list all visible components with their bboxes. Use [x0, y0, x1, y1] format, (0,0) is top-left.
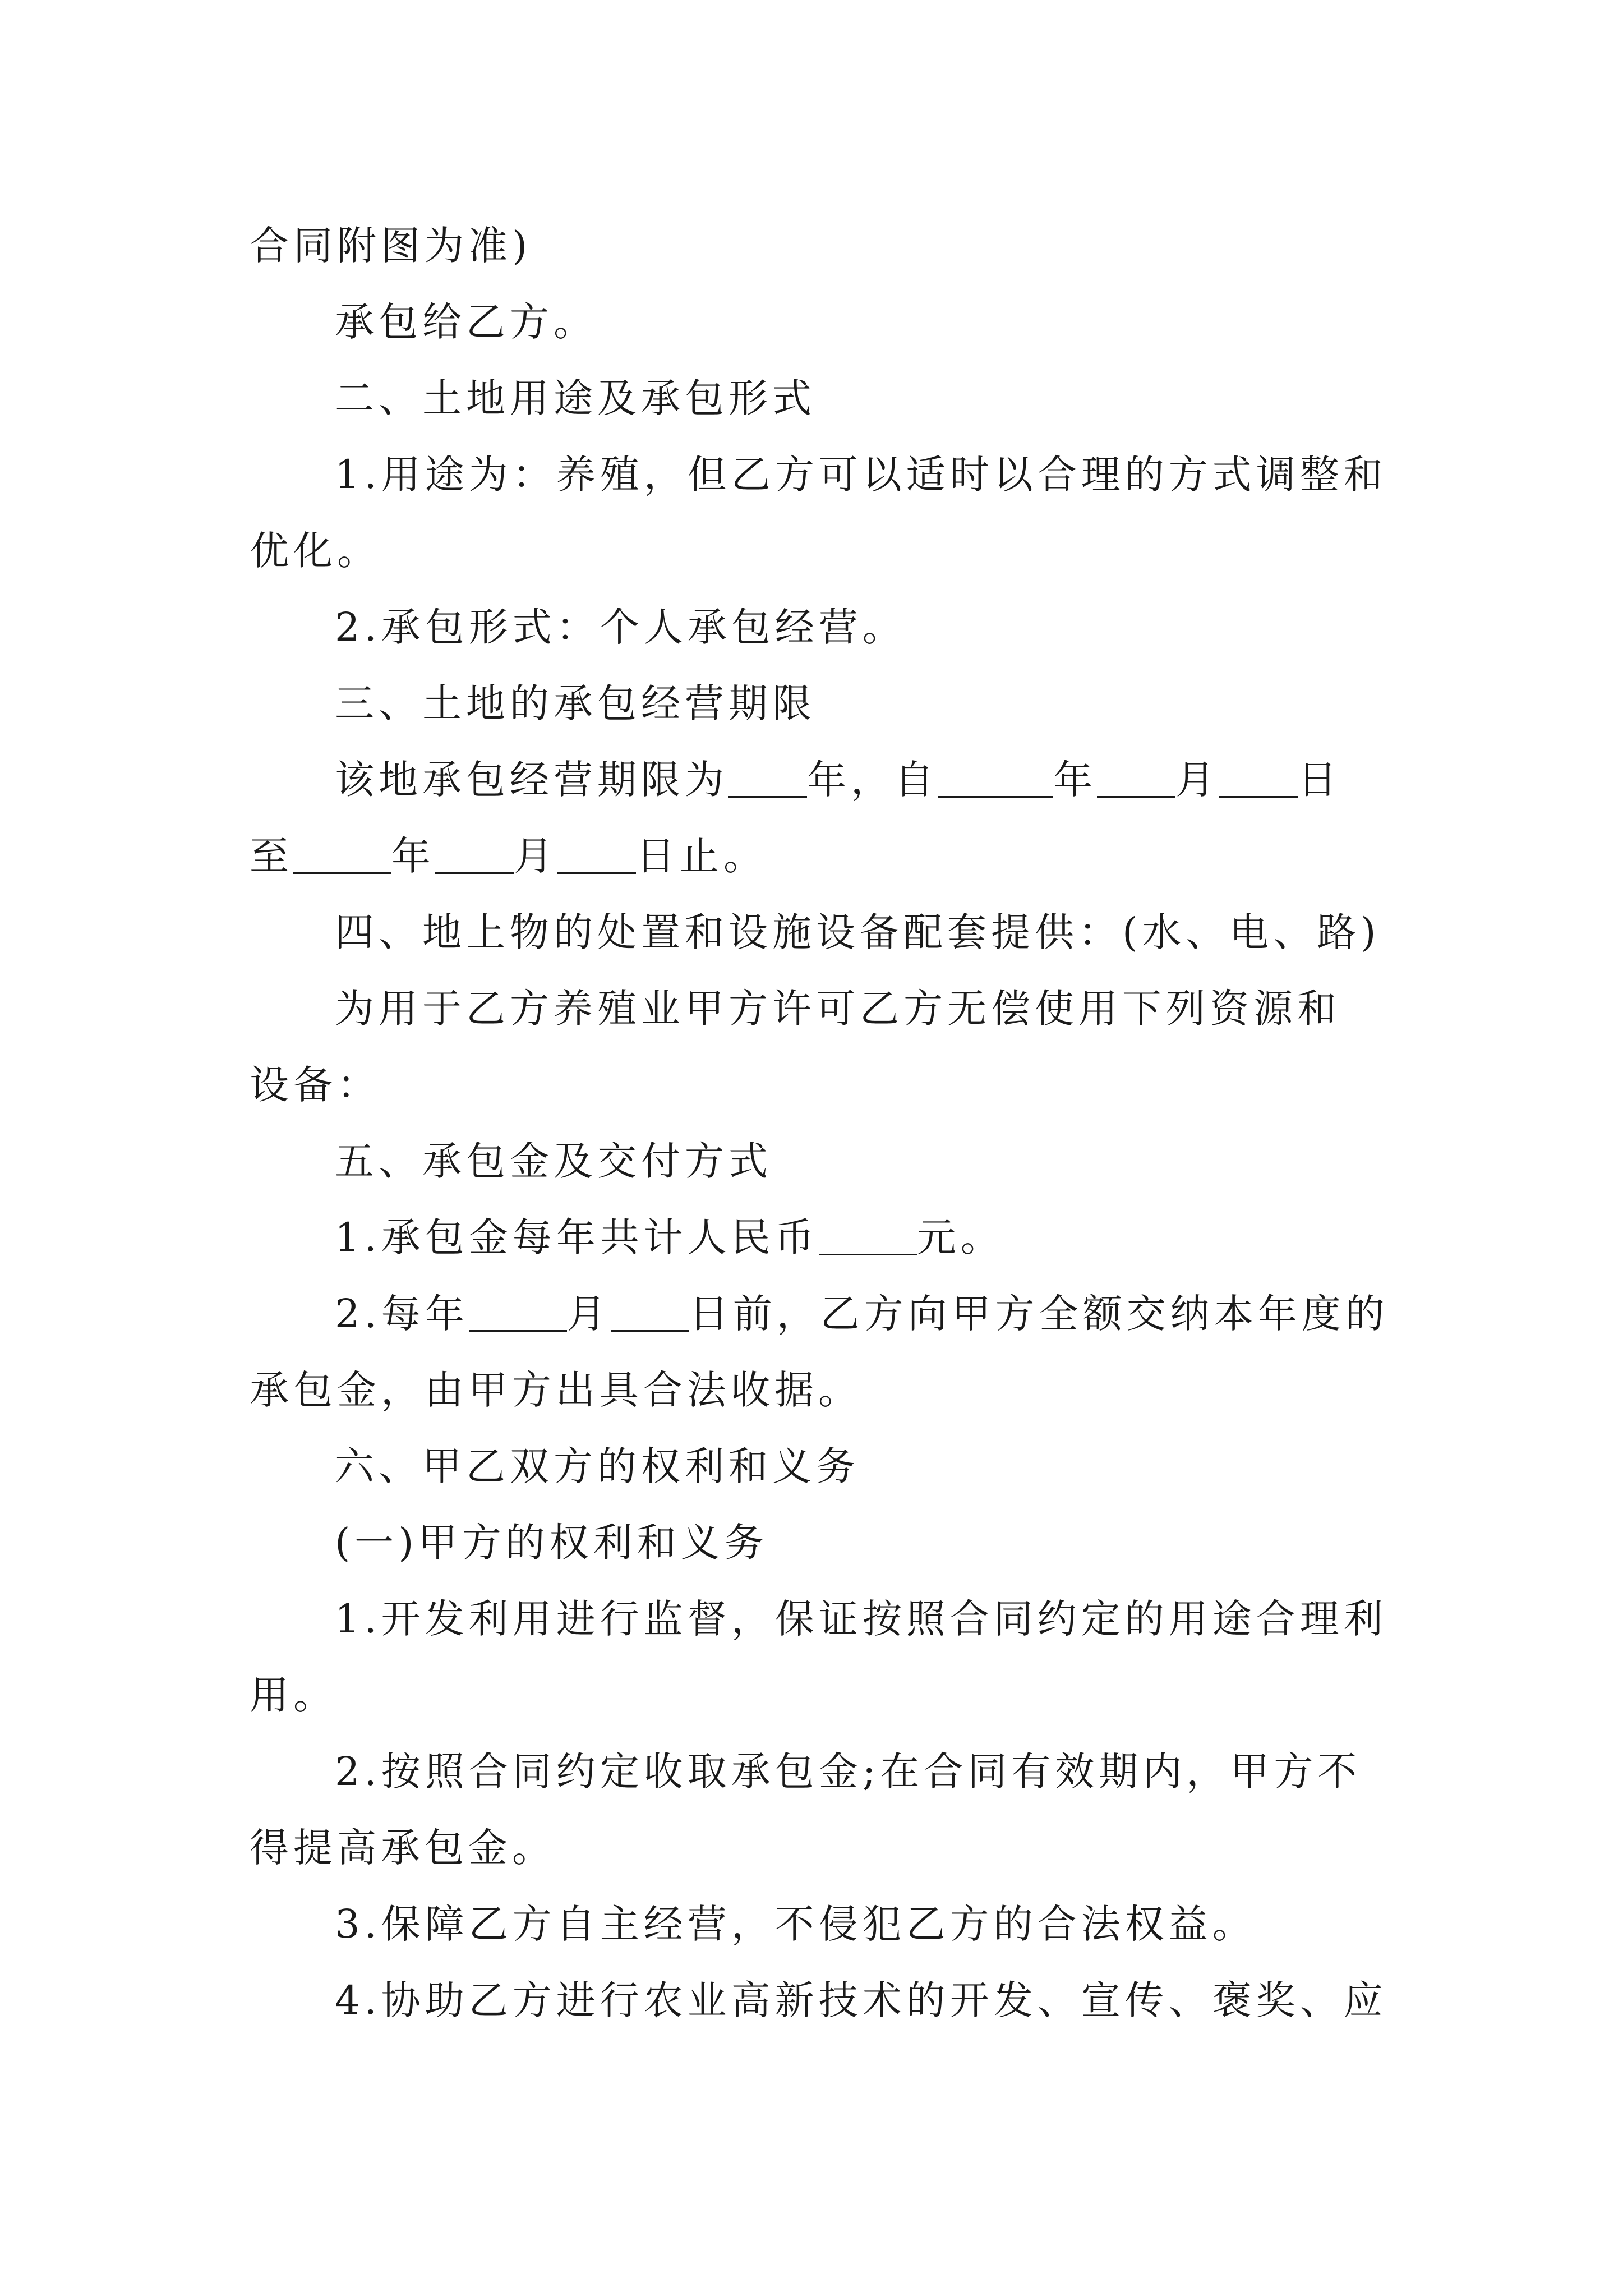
text-segment: 月: [1175, 757, 1219, 803]
paragraph-line: 优化。: [250, 528, 381, 574]
term-period-line: [250, 742, 1394, 818]
paragraph-line: 用。: [250, 1672, 337, 1718]
fill-in-blank: [819, 1220, 917, 1255]
section-heading: 二、土地用途及承包形式: [335, 375, 816, 421]
text-segment: 年: [391, 833, 435, 879]
section-heading: 六、甲乙双方的权利和义务: [335, 1443, 860, 1489]
fill-in-blank: [469, 1296, 567, 1332]
paragraph-line: 4.协助乙方进行农业高新技术的开发、宣传、褒奖、应: [335, 1977, 1387, 2023]
text-segment: 1.承包金每年共计人民币: [335, 1214, 819, 1260]
text-segment: 元。: [916, 1214, 1004, 1260]
paragraph-line: 得提高承包金。: [250, 1825, 556, 1871]
fill-in-blank: [728, 762, 807, 798]
text-segment: 至: [250, 833, 293, 879]
fill-in-blank: [1219, 762, 1298, 798]
subsection-heading: (一)甲方的权利和义务: [335, 1520, 768, 1566]
text-segment: 该地承包经营期限为: [335, 757, 728, 803]
fee-amount-line: [250, 1199, 1394, 1276]
text-segment: 月: [514, 833, 557, 879]
paragraph-line: 1.开发利用进行监督，保证按照合同约定的用途合理利: [335, 1596, 1387, 1642]
paragraph-line: 承包给乙方。: [335, 299, 597, 345]
text-segment: 2.每年: [335, 1291, 469, 1337]
paragraph-line: 承包金，由甲方出具合法收据。: [250, 1367, 862, 1413]
document-page: [250, 208, 1394, 2039]
section-heading: 三、土地的承包经营期限: [335, 680, 816, 726]
payment-date-line: [250, 1276, 1394, 1352]
fill-in-blank: [1097, 762, 1175, 798]
section-heading: 五、承包金及交付方式: [335, 1138, 772, 1184]
paragraph-line: 3.保障乙方自主经营，不侵犯乙方的合法权益。: [335, 1901, 1256, 1947]
text-segment: 月: [566, 1291, 611, 1337]
paragraph-line: 2.按照合同约定收取承包金;在合同有效期内，甲方不: [335, 1749, 1362, 1795]
fill-in-blank: [557, 839, 636, 874]
paragraph-line: 2.承包形式：个人承包经营。: [335, 604, 906, 650]
paragraph-line: 设备：: [250, 1062, 381, 1108]
fill-in-blank: [435, 839, 514, 874]
text-segment: 年，自: [807, 757, 938, 803]
text-segment: 日: [1298, 757, 1341, 803]
paragraph-line: 为用于乙方养殖业甲方许可乙方无偿使用下列资源和: [335, 986, 1341, 1032]
paragraph-line: 合同附图为准): [250, 223, 532, 269]
text-segment: 年: [1053, 757, 1097, 803]
text-segment: 日止。: [636, 833, 767, 879]
section-heading: 四、地上物的处置和设施设备配套提供：(水、电、路): [335, 909, 1381, 955]
fill-in-blank: [293, 839, 391, 874]
paragraph-line: 1.用途为：养殖，但乙方可以适时以合理的方式调整和: [335, 452, 1387, 498]
term-period-line: [250, 818, 1394, 894]
text-segment: 日前，乙方向甲方全额交纳本年度的: [689, 1291, 1389, 1337]
fill-in-blank: [611, 1296, 689, 1332]
fill-in-blank: [938, 762, 1053, 798]
